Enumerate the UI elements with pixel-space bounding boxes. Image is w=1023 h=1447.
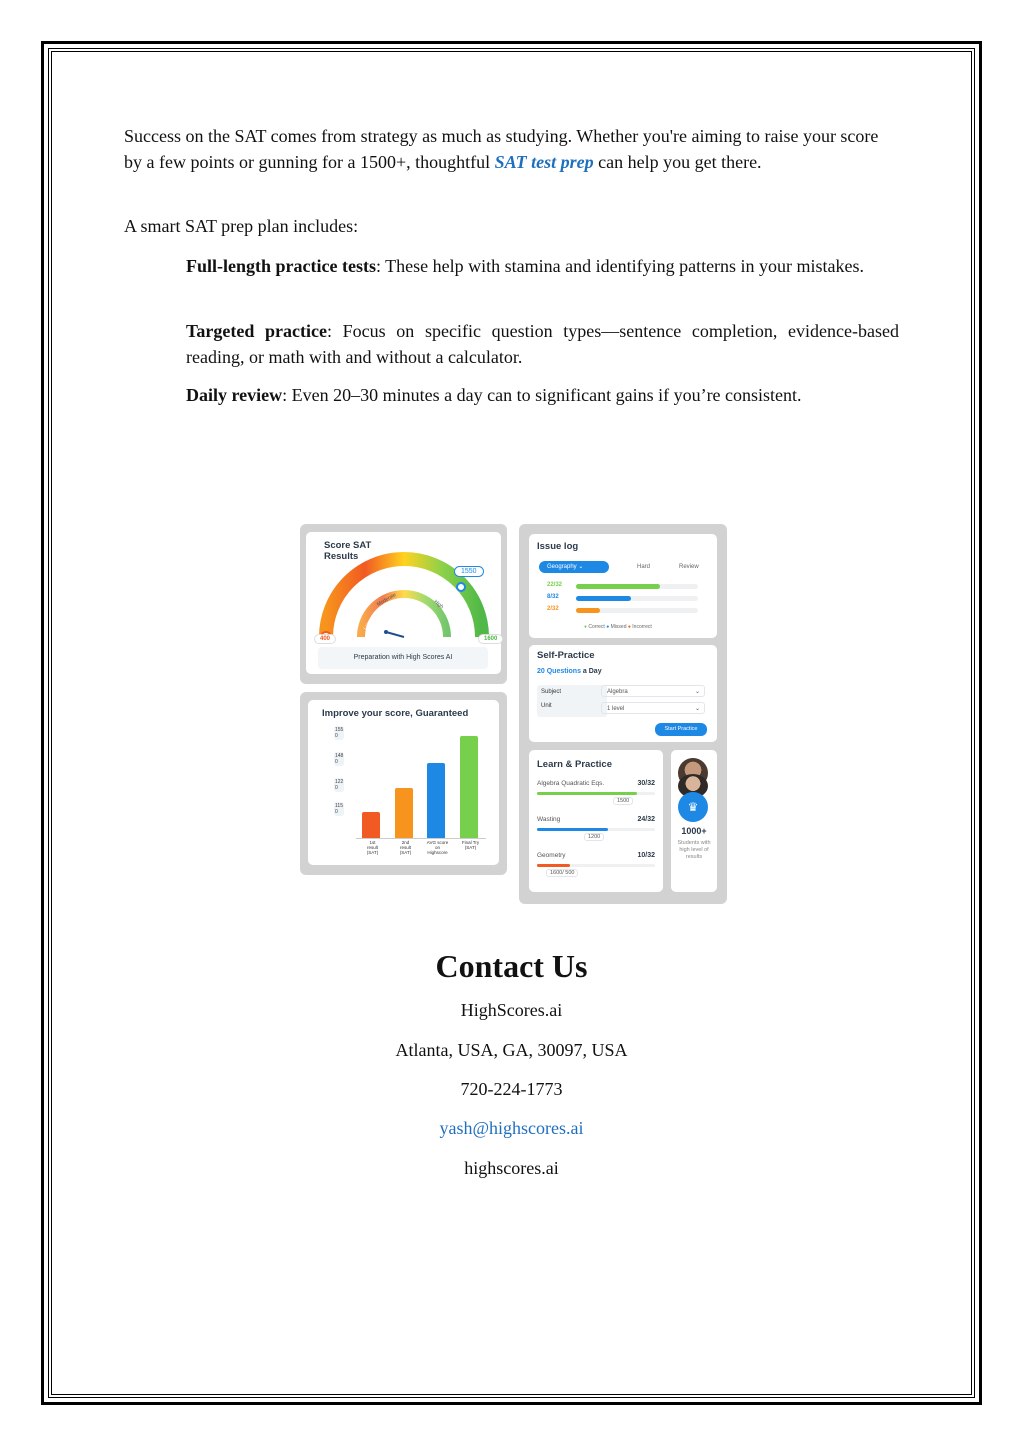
contact-company: HighScores.ai [460, 1000, 563, 1020]
issue-row-track [576, 596, 698, 601]
contact-title: Contact Us [435, 948, 588, 984]
improve-bar-label: 1st result (SAT) [366, 840, 379, 855]
issue-row-value: 2/32 [547, 606, 559, 612]
topic-progress-track [537, 828, 655, 831]
score-footer: Preparation with High Scores AI [318, 647, 488, 669]
topic-marker: 1200 [584, 833, 604, 841]
issue-row-fill [576, 608, 600, 613]
learn-topics [537, 780, 655, 888]
topic-progress-track [537, 792, 655, 795]
plan-item-text: : Focus on specific question types—sentence completion, evidence-based reading, or math with and without a calculator. [186, 321, 899, 367]
contact-website: highscores.ai [464, 1158, 559, 1178]
plan-item-text: : Even 20–30 minutes a day can to significant gains if you’re consistent. [282, 385, 802, 405]
topic-name: Algebra Quadratic Eqs. [537, 780, 605, 787]
improve-card-title: Improve your score, Guaranteed [322, 708, 469, 719]
self-practice-title: Self-Practice [537, 650, 595, 661]
self-practice-subtitle: 20 Questions a Day [537, 668, 602, 675]
issue-row-track [576, 584, 698, 589]
issue-row-fill [576, 596, 631, 601]
sat-test-prep-link[interactable]: SAT test prep [494, 152, 594, 172]
topic-value: 10/32 [637, 852, 655, 859]
contact-phone: 720-224-1773 [460, 1079, 563, 1099]
subject-select[interactable]: Algebra ⌄ [601, 685, 705, 697]
topic-value: 30/32 [637, 780, 655, 787]
topic-marker: 1600/ 500 [546, 869, 578, 877]
issue-row-fill [576, 584, 660, 589]
topic-name: Geometry [537, 852, 566, 859]
topic-progress-fill [537, 828, 608, 831]
topic-value: 24/32 [637, 816, 655, 823]
tab-hard[interactable]: Hard [637, 564, 651, 570]
chevron-down-icon: ⌄ [694, 706, 700, 712]
unit-label: Unit [541, 703, 552, 709]
students-card [671, 750, 717, 892]
y-label: 115 0 [335, 803, 343, 815]
plan-item-text: : These help with stamina and identifying patterns in your mistakes. [375, 256, 865, 276]
issue-legend: ● Correct ● Missed ● Incorrect [584, 624, 652, 630]
improve-card [308, 700, 499, 865]
learn-practice-title: Learn & Practice [537, 759, 612, 770]
contact-address: Atlanta, USA, GA, 30097, USA [395, 1040, 628, 1060]
y-label: 148 0 [335, 753, 344, 765]
topic-name: Wasting [537, 816, 561, 823]
score-min: 400 [314, 634, 336, 644]
plan-item-practice-tests [186, 253, 899, 279]
start-practice-button[interactable]: Start Practice [655, 723, 707, 736]
intro-text-before: Success on the SAT comes from strategy as much as studying. Whether you're aiming to raise your score by a few points or gunning for a 1500+, thoughtful [124, 126, 879, 172]
score-badge: 1550 [454, 566, 484, 577]
improve-bar [395, 788, 413, 838]
improve-card-wrap [300, 692, 507, 875]
score-card-title-2: Results [324, 551, 359, 562]
y-label: 122 0 [335, 779, 344, 791]
contact-email-link[interactable]: yash@highscores.ai [439, 1118, 584, 1138]
tab-review[interactable]: Review [679, 564, 699, 570]
issue-rows [547, 582, 707, 622]
gauge-label-low: Low [362, 620, 373, 631]
plan-heading: A smart SAT prep plan includes: [124, 216, 359, 236]
chevron-down-icon: ⌄ [694, 689, 700, 695]
trophy-icon: ♛ [678, 792, 708, 822]
score-card [306, 532, 501, 674]
plan-item-bold: Targeted practice [186, 321, 327, 341]
improve-bar-chart [356, 726, 486, 839]
improve-bar-labels [356, 840, 486, 864]
plan-item-targeted-practice [186, 318, 899, 370]
topic-progress-fill [537, 864, 570, 867]
gauge-label-moderate: Moderate [376, 591, 398, 608]
students-caption: Students with high level of results [677, 840, 711, 860]
gauge-needle [386, 632, 404, 637]
issue-row-track [576, 608, 698, 613]
students-count: 1000+ [681, 826, 707, 836]
intro-text-after: can help you get there. [593, 152, 762, 172]
improve-bar-label: AVG score on Highscore [426, 840, 449, 855]
sat-dashboard-infographic [300, 524, 727, 904]
score-max: 1600 [478, 634, 503, 644]
plan-item-daily-review [186, 382, 899, 408]
improve-bar-label: Final Try (SAT) [461, 840, 480, 850]
tab-geography[interactable]: Geography ⌄ [539, 561, 609, 573]
topic-progress-track [537, 864, 655, 867]
score-card-title-1: Score SAT [324, 540, 372, 551]
improve-bar [460, 736, 478, 838]
plan-item-bold: Daily review [186, 385, 283, 405]
improve-bar-label: 2nd result (SAT) [399, 840, 412, 855]
learn-practice-card [529, 750, 663, 892]
y-label: 155 0 [335, 727, 344, 739]
issue-row-value: 22/32 [547, 582, 563, 588]
issue-row-value: 8/32 [547, 594, 559, 600]
plan-item-bold: Full-length practice tests [186, 256, 376, 276]
issue-log-title: Issue log [537, 541, 579, 552]
self-practice-card [529, 645, 717, 742]
issue-log-card [529, 534, 717, 638]
improve-bar [427, 763, 445, 838]
improve-bar [362, 812, 380, 838]
topic-marker: 1500 [613, 797, 633, 805]
score-card-wrap [300, 524, 507, 684]
unit-select[interactable]: 1 level ⌄ [601, 702, 705, 714]
subject-label: Subject [541, 689, 562, 695]
intro-paragraph [124, 123, 899, 175]
gauge-label-high: High [432, 598, 445, 611]
topic-progress-fill [537, 792, 637, 795]
